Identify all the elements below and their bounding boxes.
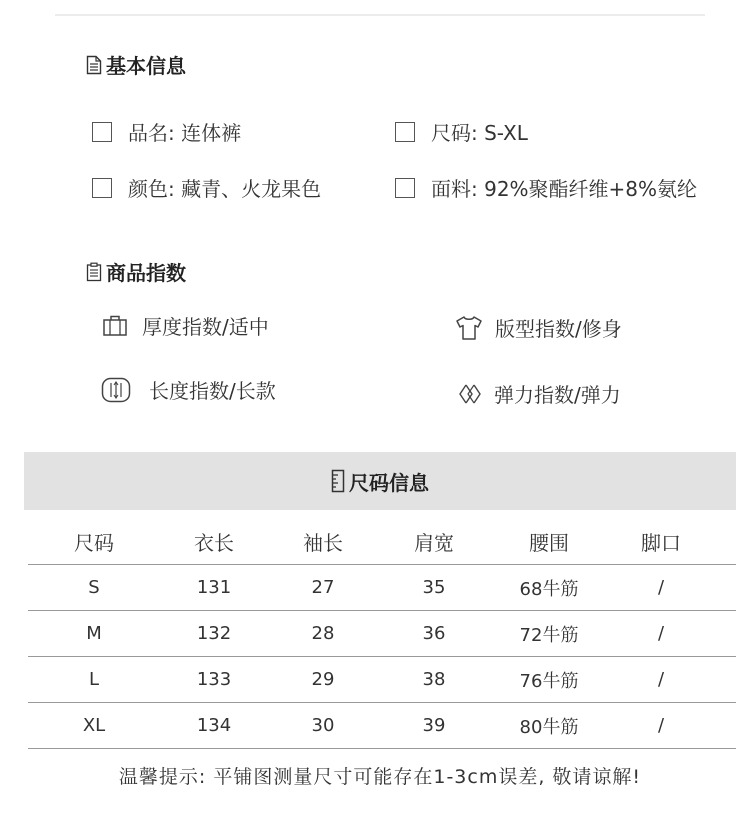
column-header: 袖长 [268,518,378,565]
table-cell: 134 [160,703,268,749]
checkbox [395,122,415,142]
table-cell: / [608,565,714,611]
tshirt-icon [455,315,483,341]
size-info-header [24,452,736,510]
table-cell: 68牛筋 [490,565,608,611]
table-cell: / [608,703,714,749]
index-length: 长度指数/长款 [101,375,276,404]
checkbox [395,178,415,198]
checkbox [92,178,112,198]
table-row [28,657,736,703]
column-header: 尺码 [28,518,160,565]
table-cell: 131 [160,565,268,611]
table-cell: 80牛筋 [490,703,608,749]
table-cell: L [28,657,160,703]
table-cell: S [28,565,160,611]
length-icon [101,377,131,403]
table-cell: M [28,611,160,657]
table-row [28,703,736,749]
table-cell: / [608,657,714,703]
table-cell: 30 [268,703,378,749]
index-fit: 版型指数/修身 [455,313,622,342]
table-cell: XL [28,703,160,749]
table-cell: 35 [378,565,490,611]
bag-icon [102,314,128,338]
document-icon [86,55,102,75]
stretch-icon [458,383,484,405]
table-header-row [28,518,736,565]
table-cell: 27 [268,565,378,611]
table-cell: 72牛筋 [490,611,608,657]
top-divider [55,14,705,16]
info-item-name: 品名: 连体裤 [92,117,241,146]
info-item-fabric: 面料: 92%聚酯纤维+8%氨纶 [395,173,697,202]
column-header: 脚口 [608,518,714,565]
table-cell: 36 [378,611,490,657]
clipboard-icon [86,262,102,282]
checkbox [92,122,112,142]
table-cell: 133 [160,657,268,703]
table-row [28,565,736,611]
table-cell: / [608,611,714,657]
ruler-icon [331,469,345,493]
table-cell: 39 [378,703,490,749]
table-cell: 38 [378,657,490,703]
size-info-title: 尺码信息 [349,470,429,495]
column-header: 衣长 [160,518,268,565]
table-row [28,611,736,657]
table-cell: 76牛筋 [490,657,608,703]
size-table [28,518,736,749]
index-stretch: 弹力指数/弹力 [458,379,621,408]
info-item-color: 颜色: 藏青、火龙果色 [92,173,321,202]
basic-info-title: 基本信息 [86,50,186,79]
footnote: 温馨提示: 平铺图测量尺寸可能存在1-3cm误差, 敬请谅解! [118,766,642,788]
column-header: 肩宽 [378,518,490,565]
index-thickness: 厚度指数/适中 [102,311,269,340]
table-cell: 28 [268,611,378,657]
info-item-size: 尺码: S-XL [395,117,528,146]
table-cell: 29 [268,657,378,703]
product-index-title: 商品指数 [86,257,186,286]
table-cell: 132 [160,611,268,657]
column-header: 腰围 [490,518,608,565]
